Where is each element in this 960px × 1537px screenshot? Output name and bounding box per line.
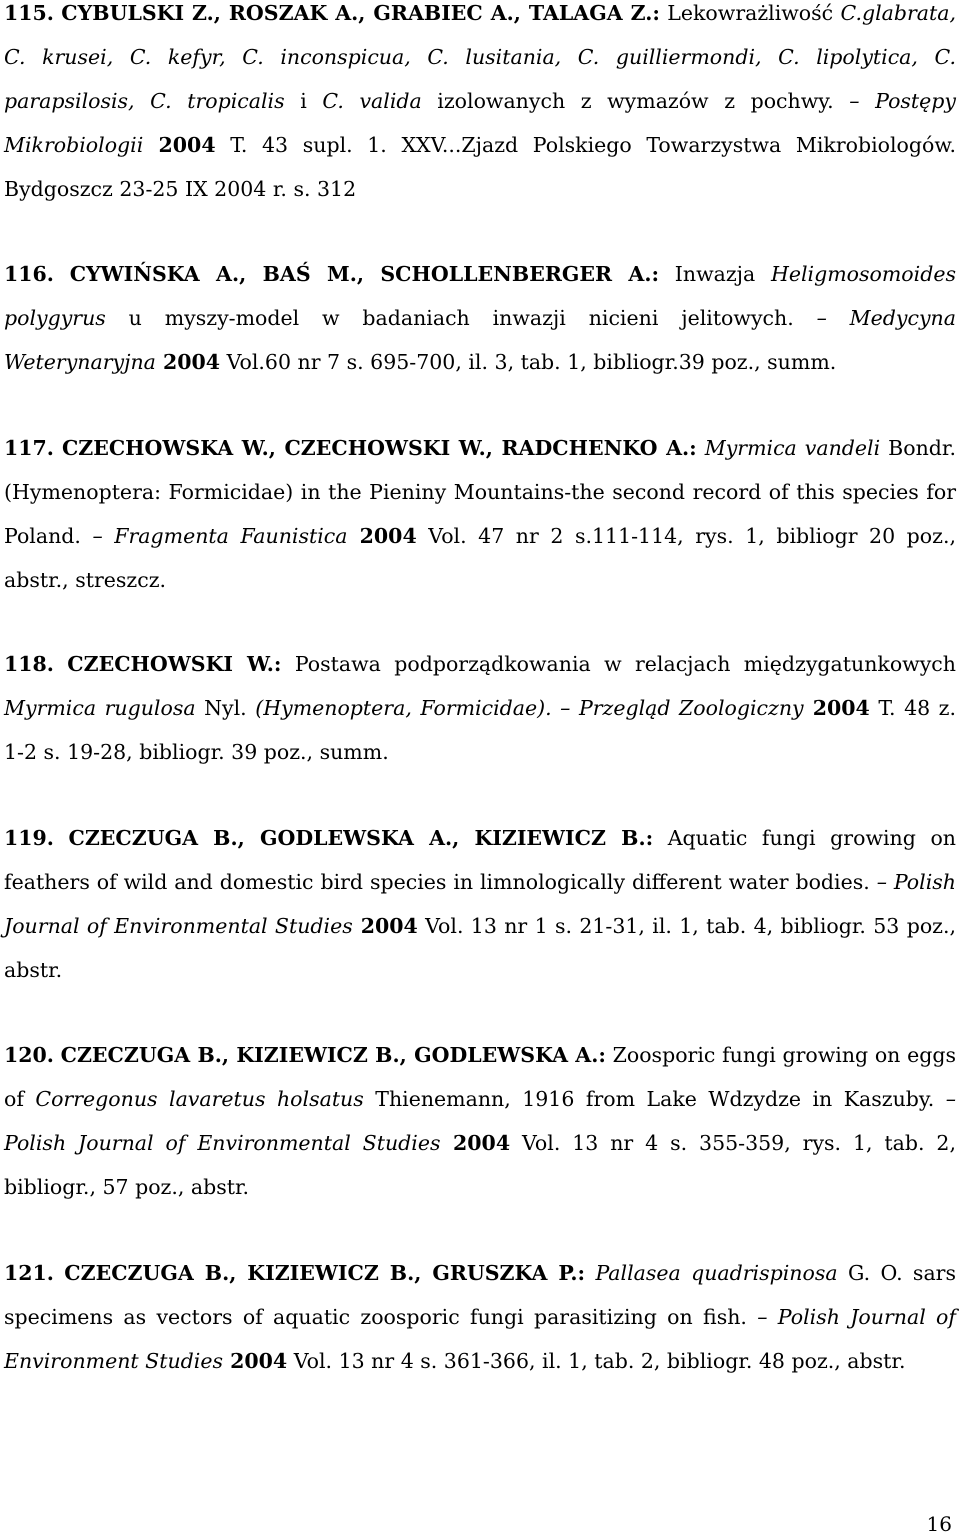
entry-title-text: Aquatic fungi growing on feathers of wild and domestic bird species in limnologically different water bodies. [4,826,956,894]
entry-title-text: u myszy-model w badaniach inwazji nicieni jelitowych. [105,306,817,330]
document-page [4,0,956,1537]
entry-number: 118. [4,652,54,676]
entry-details: Vol. 13 nr 4 s. 355-359, rys. 1, tab. 2, bibliogr., 57 poz., abstr. [4,1131,956,1199]
bibliography-entry-119 [4,816,956,992]
entry-details: T. 48 z. 1-2 s. 19-28, bibliogr. 39 poz., summ. [4,696,956,764]
entry-title-text: Nyl. [195,696,256,720]
entry-title-text: Inwazja [659,262,771,286]
entry-number: 120. [4,1043,54,1067]
entry-journal: – Medycyna Weterynaryjna [4,306,956,374]
entry-details: Vol. 13 nr 4 s. 361-366, il. 1, tab. 2, bibliogr. 48 poz., abstr. [287,1349,906,1373]
bibliography-entry-115 [4,0,956,211]
entry-authors: CYWIŃSKA A., BAŚ M., SCHOLLENBERGER A.: [69,262,660,286]
entry-journal: – Postępy Mikrobiologii [4,89,957,157]
entry-year: 2004 [347,524,417,548]
entry-number: 121. [4,1261,54,1285]
entry-title-text: i [284,89,323,113]
bibliography-entry-118 [4,642,956,774]
entry-year: 2004 [352,914,418,938]
entry-details: Vol.60 nr 7 s. 695-700, il. 3, tab. 1, bibliogr.39 poz., summ. [220,350,837,374]
entry-journal: – Polish Journal of Environmental Studies [4,870,956,938]
entry-species-name: Pallasea quadrispinosa [585,1261,838,1285]
entry-title-text: Lekowrażliwość [659,1,841,25]
entry-title-text: Thienemann, 1916 from Lake Wdzydze in Kaszuby. [363,1087,946,1111]
entry-number: 119. [4,826,54,850]
entry-authors: CZECHOWSKI W.: [67,652,282,676]
entry-authors: CYBULSKI Z., ROSZAK A., GRABIEC A., TALAGA Z.: [61,1,660,25]
entry-species-name: C. valida [322,89,422,113]
bibliography-entry-116 [4,252,956,384]
entry-title-text: G. O. sars specimens as vectors of aquatic zoosporic fungi parasitizing on fish. [4,1261,956,1329]
entry-title-text: Postawa podporządkowania w relacjach międzygatunkowych [281,652,956,676]
entry-number: 117. [4,436,54,460]
page-number: 16 [926,1512,952,1536]
bibliography-entry-121 [4,1251,956,1383]
entry-authors: CZECZUGA B., KIZIEWICZ B., GRUSZKA P.: [64,1261,586,1285]
entry-title-text: Zoosporic fungi growing on eggs of [4,1043,956,1111]
entry-authors: CZECHOWSKA W., CZECHOWSKI W., RADCHENKO A.: [61,436,697,460]
entry-species-name: Heligmosomoides polygyrus [4,262,956,330]
entry-number: 116. [4,262,54,286]
entry-year: 2004 [143,133,216,157]
bibliography-entry-120 [4,1033,956,1209]
entry-year: 2004 [155,350,221,374]
entry-journal: (Hymenoptera, Formicidae). – Przegląd Zoologiczny [255,696,804,720]
entry-journal: – Polish Journal of Environment Studies [4,1305,956,1373]
entry-details: T. 43 supl. 1. XXV...Zjazd Polskiego Towarzystwa Mikrobiologów. Bydgoszcz 23-25 IX 2004 r. s. 312 [4,133,957,201]
entry-year: 2004 [440,1131,511,1155]
entry-journal: – Fragmenta Faunistica [92,524,348,548]
entry-title-text: izolowanych z wymazów z pochwy. [421,89,850,113]
entry-authors: CZECZUGA B., GODLEWSKA A., KIZIEWICZ B.: [68,826,654,850]
entry-species-name: Corregonus lavaretus holsatus [35,1087,364,1111]
entry-details: Vol. 47 nr 2 s.111-114, rys. 1, bibliogr 20 poz., abstr., streszcz. [4,524,956,592]
entry-title-text: Bondr. (Hymenoptera: Formicidae) in the Pieniny Mountains-the second record of this species for Poland. [4,436,956,548]
entry-number: 115. [4,1,54,25]
bibliography-entry-117 [4,426,956,602]
entry-species-name: Myrmica vandeli [696,436,881,460]
entry-year: 2004 [803,696,870,720]
entry-year: 2004 [223,1349,288,1373]
entry-authors: CZECZUGA B., KIZIEWICZ B., GODLEWSKA A.: [60,1043,606,1067]
entry-journal: – Polish Journal of Environmental Studies [4,1087,956,1155]
entry-species-names: C.glabrata, C. krusei, C. kefyr, C. inconspicua, C. lusitania, C. guilliermondi, C. lipolytica, C. parapsilosis, C. tropicalis [4,1,956,113]
entry-species-name: Myrmica rugulosa [4,696,196,720]
entry-details: Vol. 13 nr 1 s. 21-31, il. 1, tab. 4, bibliogr. 53 poz., abstr. [4,914,956,982]
